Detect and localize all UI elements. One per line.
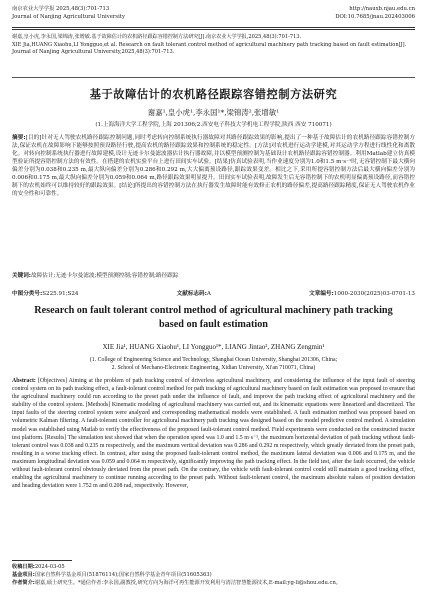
doc-code-label: 文献标志码:: [176, 291, 207, 297]
clc-label: 中图分类号:: [12, 291, 43, 297]
article-no-field: [309, 289, 415, 297]
journal-name-cn: 南京农业大学学报 2025,48(3):701-713: [12, 6, 110, 12]
fund-label: 基金项目:: [12, 572, 35, 578]
classification-row: [12, 289, 415, 297]
abstract-cn-text: [目的]针对无人驾驶农机路径跟踪控制问题,同时考虑转向控制系统执行器故障对其路径跟踪效果的影响,提出了一种基于故障估计的农机路径跟踪容错控制方法,保证农机在故障影响下能够按照预设路径行驶,提高农机的路径跟踪效果和控制系统的稳定性。[方法]对农机进行运动学建模,对其运动学方程进行线性化和离散化。对转向控制系统执行器进行故障建模,设计无迹卡尔曼滤波器估计执行器故障,并以模型预测控制为基础设计农机路径跟踪容错控制器。利用Matlab建立仿真模型验证所提容错控制方法的有效性。在搭建的农机实验平台上进行田间实车试验。[结果]仿真试验表明,当作业速度分别为1.0和1.5 m·s⁻¹时,无容错控制下最大横向偏差分别为0.038和0.235 m,最大纵向偏差分别为0.286和0.292 m,大大偏离预设路径,跟踪效果变差。相比之下,采用所提容错控制方法后最大横向偏差分别为0.006和0.175 m,最大纵向偏差分别为0.059和0.064 m,路径跟踪效果明显提升。田间实车试验表明,故障发生后无容错控制下的农机明显偏离预设路径,而容错控制下的农机始终可以维持较好的跟踪效果。[结论]所提出的容错控制方法在执行器发生故障时能有效修正农机的路径偏差,提高路径跟踪精度,保证无人驾驶农机作业的安全性和可靠性。: [12, 135, 415, 198]
received-label: 收稿日期:: [12, 564, 35, 570]
authors-en: XIE Jia¹, HUANG Xiaohu¹, LI Yongguo¹*, LIANG Jintao², ZHANG Zengmin¹: [102, 343, 325, 351]
author-bio-label: 作者简介:: [12, 580, 35, 586]
footnote-author: [12, 579, 415, 587]
header-rule-thin: [12, 29, 415, 30]
keywords-cn-label: 关键词:: [12, 273, 32, 279]
header-right: [335, 6, 415, 28]
journal-name-en: Journal of Nanjing Agricultural University: [12, 13, 125, 20]
title-en: Research on fault tolerant control method of agricultural machinery path tracking based on fault estimation: [34, 305, 393, 330]
header-left: [12, 6, 125, 28]
fund-value: 国家自然科学基金项目(51876114);国家自然科学基金青年项目(51605363): [34, 572, 212, 578]
article-no-label: 文章编号:: [309, 291, 334, 297]
journal-url[interactable]: http://nauxb.njau.edu.cn: [349, 6, 415, 12]
doc-code-field: [177, 289, 211, 297]
abstract-en-text: [Objectives] Aiming at the problem of path tracking control of driverless agricultural machinery, and considering the influence of the input fault of steering control system on its path tracking effect, a fault-tolerant control method for path tracking of agricultural machinery based on fault estimation was proposed to ensure that the agricultural machinery could run according to the preset path under the influence of fault, and improve the path tracking effect of agricultural machinery and the stability of the control system. [Methods] Kinematic modeling of agricultural machinery was carried out, and its kinematic equations were linearized and discretized. The input faults of the steering control system were analyzed and corresponding mathematical models were established. A fault estimation method was proposed based on volumetric Kalman filtering. A fault-tolerant controller for agricultural machinery path tracking was designed based on the model predictive control method. A simulation model was established using Matlab to verify the effectiveness of the proposed fault-tolerant control method. Field experiments were conducted on the constructed tractor test platform. [Results] The simulation test showed that when the operation speed was 1.0 and 1.5 m·s⁻¹, the maximum horizontal deviation of path tracking without fault-tolerant control was 0.038 and 0.235 m respectively, and the maximum vertical deviation was 0.286 and 0.292 m respectively, which greatly deviated from the preset path, resulting in a worse tracking effect. In contrast, after using the proposed fault-tolerant control method, the maximum lateral deviation was 0.006 and 0.175 m, and the maximum longitudinal deviation was 0.059 and 0.064 m respectively, significantly improving the path tracking effect. In the field test, after the fault occurred, the vehicle without fault-tolerant control obviously deviated from the preset path. On the contrary, the vehicle with fault-tolerant control could still maintain a good tracking effect, enabling the agricultural machinery to continue running according to the preset path. Without fault-tolerant control, the maximum absolute values of position deviation and heading deviation were 1.752 m and 0.208 rad, respectively. However,: [12, 378, 415, 490]
abstract-cn: [12, 134, 415, 198]
keywords-cn: [12, 272, 415, 280]
abstract-en: [12, 377, 415, 490]
clc-field: [12, 289, 78, 297]
clc-value: S225.91;S24: [42, 291, 79, 297]
affiliation-en: [12, 356, 415, 373]
citation-rule: [12, 77, 415, 78]
article-no-value: 1000-2030(2025)03-0701-13: [333, 291, 415, 297]
citation-block: [12, 34, 415, 57]
abstract-en-label: Abstract:: [12, 378, 36, 384]
journal-header: [12, 6, 415, 28]
received-value: 2024-03-05: [34, 564, 65, 570]
title-cn: 基于故障估计的农机路径跟踪容错控制方法研究: [89, 88, 338, 101]
footnote-rule: [12, 560, 72, 561]
footnote-fund: [12, 571, 415, 579]
affiliation-cn: (1.上海海洋大学工程学院,上海 201306;2.西安电子科技大学机电工程学院,陕西 西安 710071): [95, 122, 332, 128]
doc-code-value: A: [206, 291, 211, 297]
affiliation-en-line: (1. College of Engineering Science and Technology, Shanghai Ocean University, Shanghai 201306, China;: [89, 357, 338, 363]
citation-cn: 谢嘉,皇小虎,李永国,梁锦涛,张增敏.基于故障估计的农机路径跟踪容错控制方法研究[J].南京农业大学学报,2025,48(3):701-713.: [12, 34, 302, 40]
author-bio-value: 谢嘉,硕士研究生。*通信作者:李永国,副教授,研究方向为海洋可再生能源开发利用与清洁智慧能源技术,E-mail:yg-li@shou.edu.cn。: [34, 580, 341, 586]
footnotes: [12, 563, 415, 587]
authors-cn: 谢嘉¹,皇小虎¹,李永国¹*,梁锦涛²,张增敏¹: [147, 108, 280, 117]
abstract-cn-label: 摘要:: [12, 135, 26, 141]
article-doi[interactable]: DOI:10.7685/jnau.202403006: [335, 13, 415, 20]
footnote-received: [12, 563, 415, 571]
citation-en: XIE Jia,HUANG Xiaohu,LI Yongguo,et al. Research on fault tolerant control method of agricultural machinery path tracking based on fault estimation[J]. Journal of Nanjing Agricultural University,2025,48(3):701-713.: [12, 41, 407, 56]
affiliation-en-line: 2. School of Mechano-Electronic Engineering, Xidian University, Xi'an 710071, China): [111, 365, 316, 372]
keywords-cn-text: 故障估计;无迹卡尔曼滤波;模型预测控制;容错控制;路径跟踪: [31, 273, 179, 279]
